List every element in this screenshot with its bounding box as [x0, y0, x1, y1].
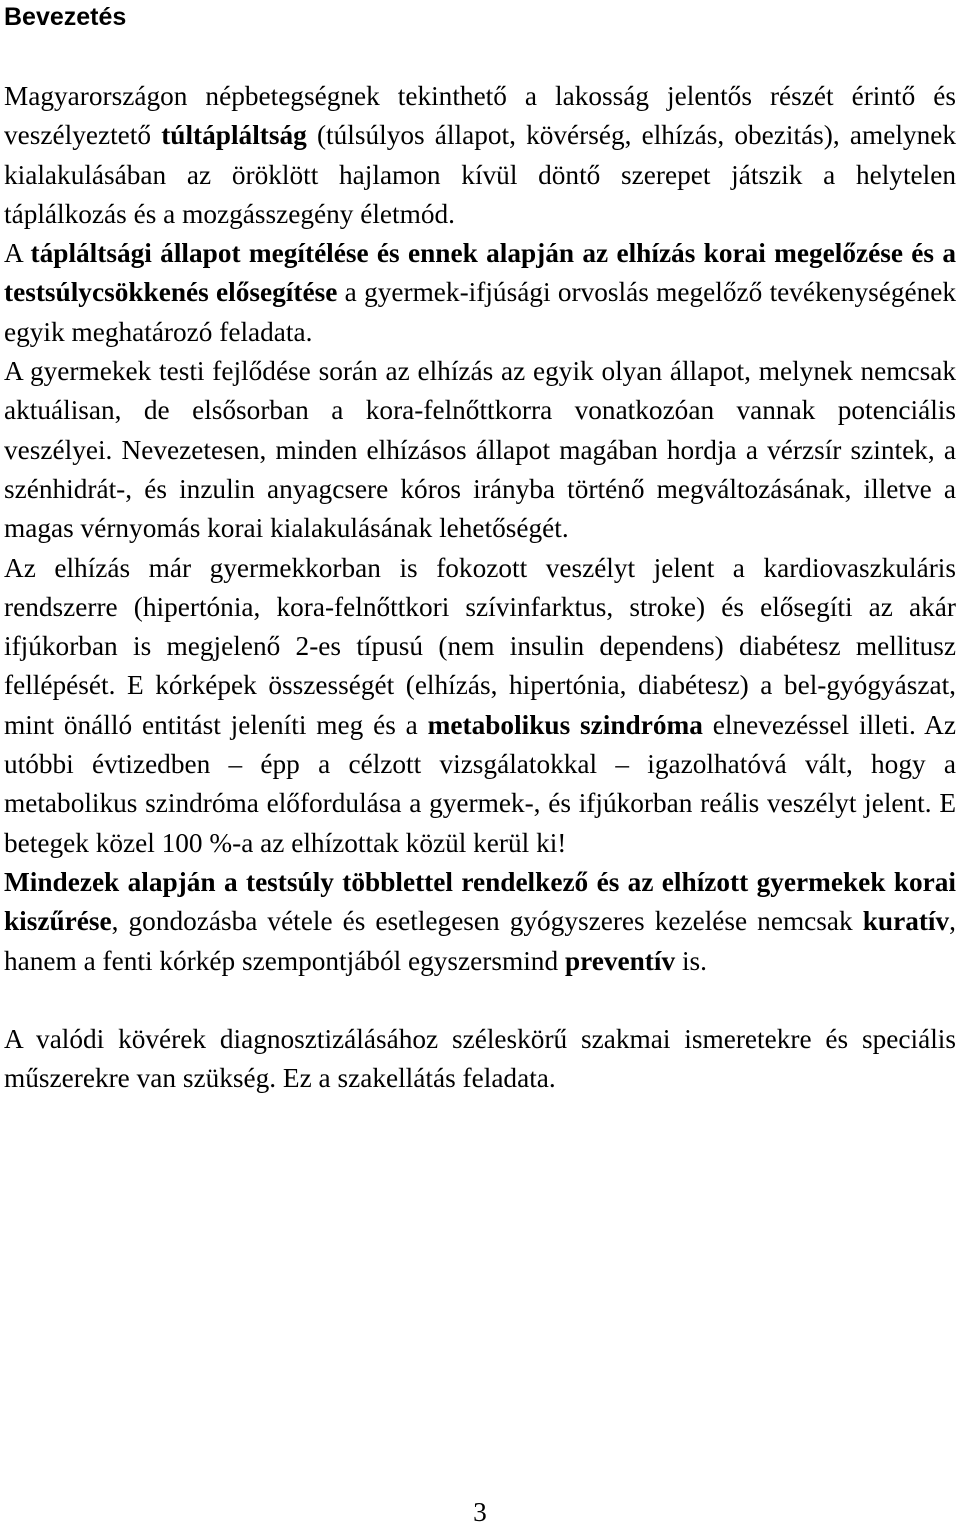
- text-run: , gondozásba vétele és esetlegesen gyógyszeres kezelése nemcsak: [111, 906, 863, 937]
- text-run: a gyermek-ifjúsági orvoslás megelőző tevékenységének egyik meghatározó feladata.: [4, 277, 957, 347]
- text-run: Magyarországon népbetegségnek tekinthető a lakosság jelentős részét érintő és veszélyeztető: [4, 81, 956, 151]
- paragraph-screening: [4, 863, 956, 981]
- bold-term-metabolic-syndrome: metabolikus szindróma: [427, 709, 703, 740]
- paragraph-childhood-risks: A gyermekek testi fejlődése során az elhízás az egyik olyan állapot, melynek nemcsak aktuálisan, de elsősorban a kora-felnőttkorra vonatkozóan vannak potenciális veszélyei. Nevezetesen, minden elhízásos állapot magában hordja a vérzsír szintek, a szénhidrát-, és inzulin anyagcsere kóros irányba történő megváltozásának, illetve a magas vérnyomás korai kialakulásának lehetőségét.: [4, 356, 956, 544]
- paragraph-overweight-intro: [4, 77, 956, 234]
- text-run: Az elhízás már gyermekkorban is fokozott veszélyt jelent a kardiovaszkuláris rendszerre (hipertónia, kora-felnőttkori szívinfarktus, stroke) és elősegíti az akár ifjúkorban is megjelenő 2-es típusú (nem insulin dependens) diabétesz mellitusz fellépését. E kórképek összességét (elhízás, hipertónia, diabétesz) a bel-gyógyászat, mint önálló entitást jeleníti meg és a: [4, 552, 956, 740]
- text-run: is.: [675, 945, 707, 976]
- bold-term-preventive: preventív: [564, 945, 676, 976]
- text-run: A: [4, 238, 31, 269]
- bold-term-curative: kuratív: [862, 906, 950, 937]
- text-run: , hanem a fenti kórkép szempontjából egyszersmind: [4, 906, 956, 976]
- text-block-main: [4, 77, 956, 981]
- bold-phrase-assessment: tápláltsági állapot megítélése és ennek alapján az elhízás korai megelőzése és a testsúlycsökkenés elősegítése: [4, 238, 956, 308]
- paragraph-specialist-care: A valódi kövérek diagnosztizálásához széleskörű szakmai ismeretekre és speciális műszerekre van szükség. Ez a szakellátás feladata.: [4, 1024, 956, 1094]
- text-run: elnevezéssel illeti. Az utóbbi évtizedben – épp a célzott vizsgálatokkal – igazolhatóvá vált, hogy a metabolikus szindróma előfordulása a gyermek-, és ifjúkorban reális veszélyt jelent. E betegek közel 100 %-a az elhízottak közül kerül ki!: [4, 709, 956, 858]
- bold-term-overnutrition: túltápláltság: [161, 120, 307, 151]
- section-heading: Bevezetés: [4, 3, 127, 31]
- paragraph-nutritional-status: [4, 234, 956, 352]
- document-page: [4, 0, 956, 1099]
- bold-phrase-screening: Mindezek alapján a testsúly többlettel rendelkező és az elhízott gyermekek korai kiszűrése: [4, 866, 956, 937]
- page-number: 3: [473, 1497, 487, 1527]
- paragraph-metabolic-syndrome: [4, 549, 956, 863]
- text-run: (túlsúlyos állapot, kövérség, elhízás, obezitás), amelynek kialakulásában az öröklött hajlamon kívül döntő szerepet játszik a helytelen táplálkozás és a mozgásszegény életmód.: [4, 120, 956, 229]
